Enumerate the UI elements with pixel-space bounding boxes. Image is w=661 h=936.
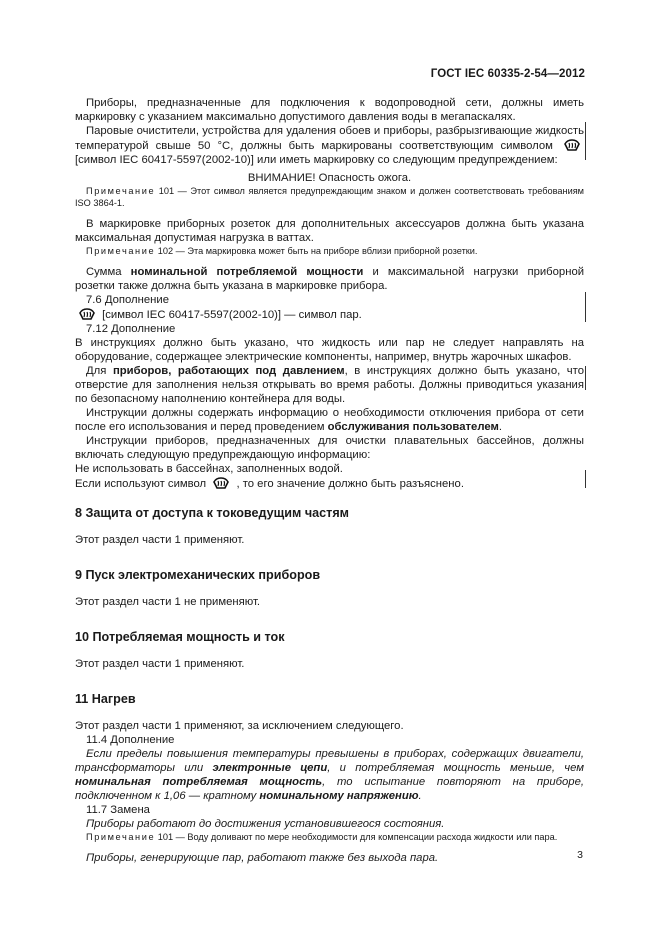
steam-hazard-icon xyxy=(562,138,582,152)
steam-hazard-icon xyxy=(211,476,231,490)
clause-11-7-text: Приборы работают до достижения установившегося состояния. xyxy=(86,818,445,830)
clause-11-4-text: Если пределы повышения температуры превышены в приборах, содержащих двигатели, трансформаторы или электронные цепи, и потребляемая мощность меньше, чем номинальная потребляемая мощность, то испытание повторяют на приборе, подключенном к 1,06 — кратному номинальному напряжению. xyxy=(75,748,585,802)
section-9-text: Этот раздел части 1 не применяют. xyxy=(75,596,261,608)
section-8-text: Этот раздел части 1 применяют. xyxy=(75,534,245,546)
paragraph-pressure-devices: Для приборов, работающих под давлением, в инструкциях должно быть указано, что отверстие для заполнения нельзя открывать во время работы. Должны приводиться указания по безопасному наполнению контейнера для воды. xyxy=(75,365,585,405)
paragraph-water-pressure: Приборы, предназначенные для подключения к водопроводной сети, должны иметь маркировку с указанием максимально допустимого давления воды в мегапаскалях. xyxy=(75,97,584,123)
steam-hazard-icon xyxy=(77,307,97,321)
clause-7-6: 7.6 Дополнение xyxy=(86,294,170,306)
warning-text: ВНИМАНИЕ! Опасность ожога. xyxy=(247,172,412,184)
revision-bar xyxy=(585,366,586,390)
paragraph-disconnect: Инструкции должны содержать информацию о необходимости отключения прибора от сети после его использования и перед проведением обслуживания пользователем. xyxy=(75,407,584,433)
standard-header: ГОСТ IEC 60335-2-54—2012 xyxy=(430,68,585,80)
section-11-title: 11 Нагрев xyxy=(75,692,136,706)
section-11-text: Этот раздел части 1 применяют, за исключением следующего. xyxy=(75,720,404,732)
clause-11-7: 11.7 Замена xyxy=(86,804,150,816)
section-8-title: 8 Защита от доступа к токоведущим частям xyxy=(75,506,349,520)
paragraph-socket-marking: В маркировке приборных розеток для дополнительных аксессуаров должна быть указана максимальная допустимая нагрузка в ваттах. xyxy=(75,218,584,244)
page-number: 3 xyxy=(577,849,583,861)
paragraph-power-sum: Сумма номинальной потребляемой мощности и максимальной нагрузки приборной розетки также должна быть указана в маркировке прибора. xyxy=(75,266,585,292)
section-10-title: 10 Потребляемая мощность и ток xyxy=(75,630,285,644)
note-102: Примечание 102 — Эта маркировка может быть на приборе вблизи приборной розетки. xyxy=(86,246,478,256)
paragraph-steam-generating: Приборы, генерирующие пар, работают также без выхода пара. xyxy=(86,852,439,864)
section-9-title: 9 Пуск электромеханических приборов xyxy=(75,568,321,582)
paragraph-symbol-explain: Если используют символ , то его значение должно быть разъяснено. xyxy=(75,478,464,490)
clause-7-6-text: [символ IEC 60417-5597(2002-10)] — символ пар. xyxy=(75,307,584,322)
section-10-text: Этот раздел части 1 применяют. xyxy=(75,658,245,670)
revision-bar xyxy=(585,292,586,322)
paragraph-pool-warning: Не использовать в бассейнах, заполненных водой. xyxy=(75,463,343,475)
clause-11-4: 11.4 Дополнение xyxy=(86,734,175,746)
note-101: Примечание 101 — Этот символ является предупреждающим знаком и должен соответствовать требованиям ISO 3864-1. xyxy=(75,186,584,208)
revision-bar xyxy=(585,470,586,488)
paragraph-liquid-direction: В инструкциях должно быть указано, что жидкость или пар не следует направлять на оборудование, содержащее электрические компоненты, например, внутрь жарочных шкафов. xyxy=(75,337,584,363)
clause-7-12: 7.12 Дополнение xyxy=(86,323,176,335)
paragraph-steam-cleaners: Паровые очистители, устройства для удаления обоев и приборы, разбрызгивающие жидкость температурой свыше 50 °С, должны быть маркированы соответствующим символом [символ IEC 60417-5597(2002-10)] или иметь маркировку со следующим предупреждением: xyxy=(75,125,584,166)
note-101-water: Примечание 101 — Воду доливают по мере необходимости для компенсации расхода жидкости или пара. xyxy=(86,832,558,842)
body-text xyxy=(75,96,584,865)
paragraph-pool-cleaners: Инструкции приборов, предназначенных для очистки плавательных бассейнов, должны включать следующую предупреждающую информацию: xyxy=(75,435,584,461)
revision-bar xyxy=(585,122,586,160)
